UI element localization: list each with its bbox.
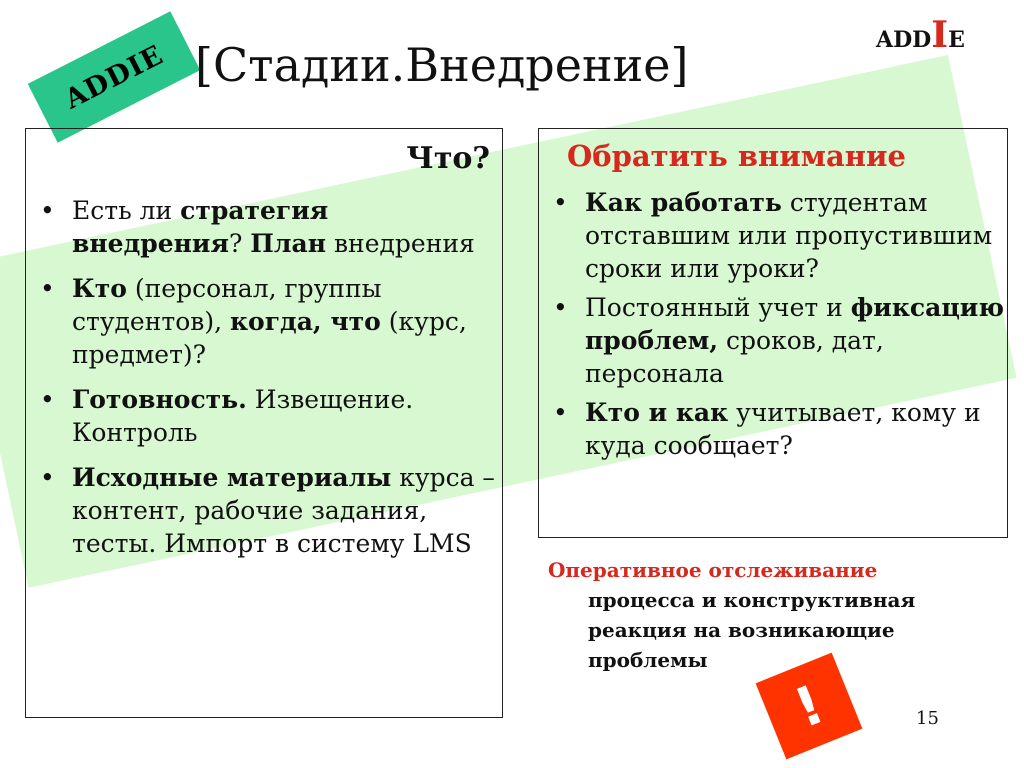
what-list — [26, 194, 496, 572]
text: учитывает, кому и куда сообщает? — [585, 398, 981, 460]
monitoring-red: Оперативное отслеживание — [548, 558, 878, 582]
text: курса – контент, рабочие задания, тесты. Импорт в систему LMS — [72, 463, 495, 558]
bold-text: Готовность. — [72, 385, 247, 414]
text: ? — [228, 229, 251, 258]
page-number: 15 — [916, 708, 939, 729]
bold-text: Кто и как — [585, 398, 729, 427]
list-item — [539, 186, 1009, 285]
corner-highlight: I — [931, 14, 949, 56]
corner-pre: ADD — [876, 27, 932, 53]
bold-text: фиксацию проблем, — [585, 293, 1004, 355]
text: внедрения — [326, 229, 475, 258]
text: сроков, дат, персонала — [585, 326, 884, 388]
bold-text: Кто — [72, 274, 127, 303]
bold-text: Как работать — [585, 188, 782, 217]
list-item — [26, 272, 496, 371]
corner-post: E — [948, 27, 965, 53]
bold-text: Исходные материалы — [72, 463, 392, 492]
exclamation-mark: ! — [785, 672, 833, 740]
text: Есть ли — [72, 196, 181, 225]
bold-text: стратегия внедрения — [72, 196, 329, 258]
text: (курс, предмет)? — [72, 307, 467, 369]
what-panel — [25, 128, 503, 718]
text: Извещение. Контроль — [72, 385, 414, 447]
list-item — [539, 291, 1009, 390]
list-item — [26, 461, 496, 560]
attention-panel — [538, 128, 1008, 538]
corner-logo — [876, 14, 965, 56]
text: Постоянный учет и — [585, 293, 851, 322]
what-heading: Что? — [406, 141, 490, 176]
bold-text: когда, что — [230, 307, 381, 336]
badge-label: ADDIE — [59, 39, 169, 115]
text: студентам отставшим или пропустившим сроки или уроки? — [585, 188, 993, 283]
bold-text: План — [250, 229, 327, 258]
monitoring-note — [548, 555, 1018, 675]
list-item — [539, 396, 1009, 462]
attention-list — [539, 186, 1009, 468]
list-item — [26, 194, 496, 260]
slide-title: [Стадии.Внедрение] — [195, 38, 689, 92]
list-item — [26, 383, 496, 449]
text: (персонал, группы студентов), — [72, 274, 382, 336]
attention-heading: Обратить внимание — [567, 139, 906, 173]
addie-badge — [28, 11, 201, 142]
monitoring-rest: процесса и конструктивная реакция на возникающие проблемы — [588, 588, 916, 672]
